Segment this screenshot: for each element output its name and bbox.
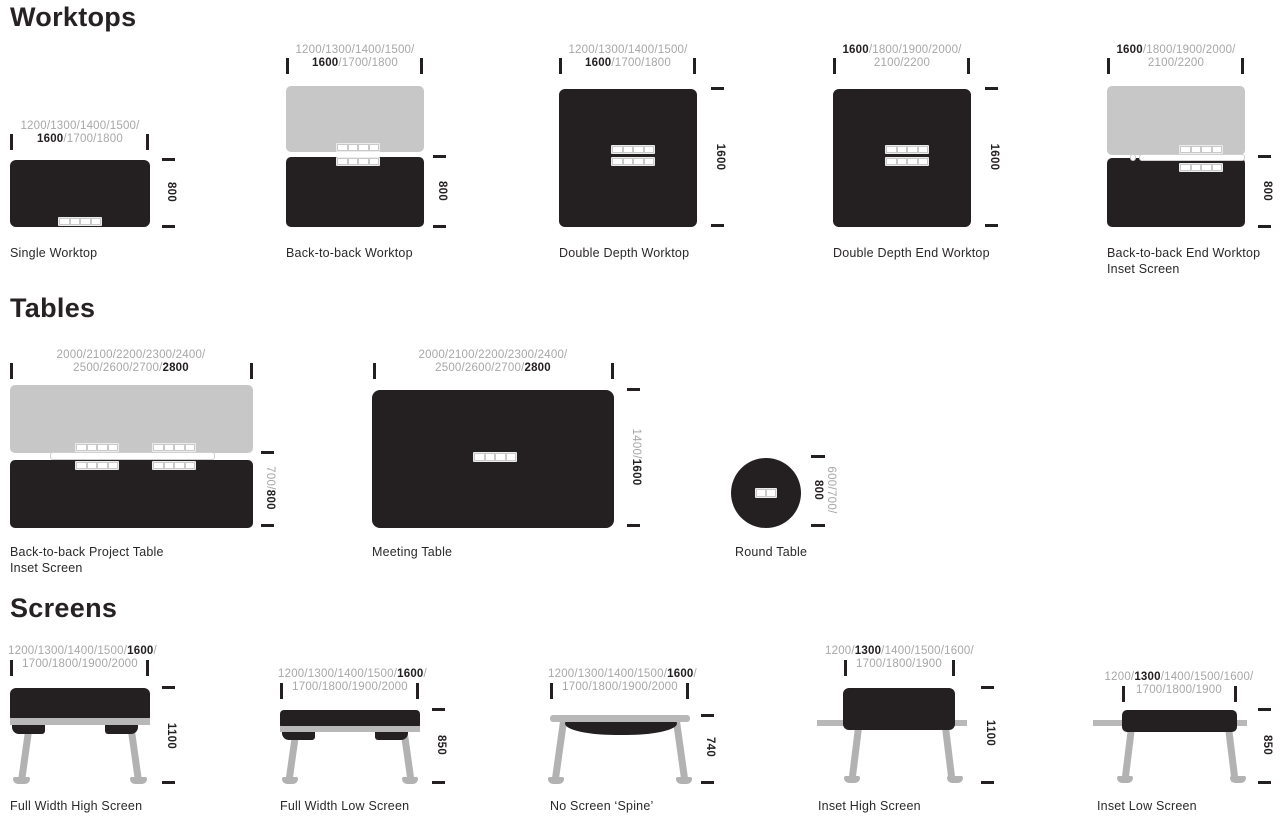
spine-cable-tray (565, 721, 677, 735)
diagram-caption-line2: Inset Screen (1107, 262, 1180, 276)
section-title-tables: Tables (10, 293, 96, 323)
height-dimension-label: 1100 (165, 722, 177, 750)
worktop-shape (833, 89, 971, 227)
dimension-dash (811, 455, 825, 458)
height-dimension-label: 800 (436, 180, 448, 202)
diagram-caption: Double Depth End Worktop (833, 246, 990, 260)
diagram-caption: Round Table (735, 545, 808, 559)
cable-port-group (336, 143, 380, 152)
width-dimension-label: 2000/2100/2200/2300/2400/ 2500/2600/2700/2800 (418, 349, 568, 374)
desk-foot (130, 777, 147, 784)
dimension-tick (10, 660, 13, 676)
dimension-dash (811, 524, 825, 527)
width-dimension-label: 1200/1300/1400/1500/1600/ 1700/1800/1900/2000 (8, 645, 157, 670)
diagram-caption: Meeting Table (372, 545, 453, 559)
dimension-tick (550, 683, 553, 699)
desk-foot (548, 777, 564, 784)
cable-port-group (75, 443, 119, 452)
screen-shape (10, 688, 150, 719)
dimension-tick (373, 363, 376, 379)
section-title-worktops: Worktops (10, 2, 137, 32)
height-dimension-label: 1600 (714, 143, 726, 171)
table-shape-front (10, 460, 253, 528)
height-dimension-label: 740 (704, 736, 716, 758)
dimension-tick (1107, 58, 1110, 74)
width-dimension-label: 1200/1300/1400/1500/ 1600/1700/1800 (20, 120, 140, 145)
dimension-tick (416, 683, 419, 699)
desk-foot (1117, 776, 1133, 783)
diagram-caption-line2: Inset Screen (10, 561, 83, 575)
dimension-tick (286, 58, 289, 74)
width-dimension-label: 1600/1800/1900/2000/ 2100/2200 (1116, 44, 1236, 69)
diagram-caption: Back-to-back End Worktop (1107, 246, 1261, 260)
desk-leg (1122, 725, 1136, 779)
cable-port-group (152, 461, 196, 470)
height-dimension-label: 600/700/ 800 (812, 466, 837, 514)
dimension-tick (693, 58, 696, 74)
height-dimension-label: 850 (435, 734, 447, 756)
cable-port-group (473, 452, 517, 462)
dimension-dash (711, 87, 724, 90)
worktop-shape (559, 89, 697, 227)
table-shape-back (10, 385, 253, 453)
diagram-caption: Back-to-back Project Table (10, 545, 164, 559)
dimension-tick (146, 660, 149, 676)
desk-leg (552, 721, 567, 779)
diagram-caption: No Screen ‘Spine’ (550, 799, 654, 813)
worktop-shape-back (1107, 86, 1245, 155)
section-title-screens: Screens (10, 593, 118, 623)
dimension-tick (559, 58, 562, 74)
desk-foot (676, 777, 692, 784)
frame-bracket (375, 732, 408, 740)
desk-foot (402, 777, 418, 784)
dimension-tick (1122, 686, 1125, 702)
height-dimension-label: 800 (165, 181, 177, 203)
dimension-tick (967, 58, 970, 74)
dimension-dash (162, 686, 175, 689)
cable-port-group (1179, 163, 1223, 172)
inset-screen-bar (50, 452, 215, 460)
cable-port-group (885, 157, 929, 166)
cable-port-group (611, 157, 655, 166)
dimension-dash (711, 224, 724, 227)
dimension-dash (985, 87, 998, 90)
cable-port-group (58, 217, 102, 226)
cable-port-group (885, 145, 929, 154)
dimension-tick (844, 660, 847, 676)
dimension-tick (10, 363, 13, 379)
dimension-tick (280, 683, 283, 699)
diagram-caption: Inset High Screen (818, 799, 921, 813)
screen-shape (843, 688, 955, 730)
dimension-dash (162, 781, 175, 784)
cable-port-group (75, 461, 119, 470)
dimension-dash (627, 388, 640, 391)
width-dimension-label: 1200/1300/1400/1500/1600/ 1700/1800/1900 (1104, 671, 1254, 696)
cable-port-group (336, 157, 380, 166)
dimension-tick (833, 58, 836, 74)
diagram-caption: Back-to-back Worktop (286, 246, 413, 260)
desk-foot (282, 777, 298, 784)
diagram-caption: Single Worktop (10, 246, 98, 260)
worktop-shape (10, 160, 150, 227)
height-dimension-label: 1600 (988, 143, 1000, 171)
worktop-shape-front (1107, 158, 1245, 227)
diagram-caption: Inset Low Screen (1097, 799, 1197, 813)
table-shape (372, 390, 614, 528)
width-dimension-label: 2000/2100/2200/2300/2400/ 2500/2600/2700/2800 (56, 349, 206, 374)
desk-foot (1230, 776, 1246, 783)
desk-leg (673, 721, 688, 779)
inset-screen-bar (1139, 154, 1245, 161)
height-dimension-label: 1100 (984, 719, 996, 747)
desk-foot (13, 777, 30, 784)
dimension-dash (627, 524, 640, 527)
worktop-edge (550, 715, 690, 722)
dimension-tick (146, 134, 149, 150)
width-dimension-label: 1200/1300/1400/1500/ 1600/1700/1800 (295, 44, 415, 69)
width-dimension-label: 1600/1800/1900/2000/ 2100/2200 (842, 44, 962, 69)
screen-shape (1122, 710, 1237, 732)
dimension-tick (1241, 58, 1244, 74)
desk-foot (844, 776, 860, 783)
dimension-dash (981, 686, 994, 689)
dimension-dash (981, 781, 994, 784)
dimension-tick (250, 363, 253, 379)
diagram-caption: Full Width Low Screen (280, 799, 410, 813)
diagram-caption: Full Width High Screen (10, 799, 143, 813)
desk-leg (942, 725, 956, 779)
screen-shape (280, 710, 420, 727)
dimension-tick (420, 58, 423, 74)
width-dimension-label: 1200/1300/1400/1500/1600/ 1700/1800/1900/2000 (278, 668, 427, 693)
dimension-tick (1234, 686, 1237, 702)
dimension-tick (10, 134, 13, 150)
inset-screen-end-cap (1130, 154, 1136, 161)
desk-leg (849, 725, 863, 779)
worktop-shape-front (286, 157, 424, 227)
table-shape (731, 458, 801, 528)
desk-foot (947, 776, 963, 783)
dimension-tick (686, 683, 689, 699)
desk-leg (1225, 725, 1239, 779)
frame-bracket (105, 725, 138, 734)
cable-port-group (152, 443, 196, 452)
cable-port-group (611, 145, 655, 154)
width-dimension-label: 1200/1300/1400/1500/ 1600/1700/1800 (568, 44, 688, 69)
diagram-caption: Double Depth Worktop (559, 246, 690, 260)
dimension-tick (611, 363, 614, 379)
height-dimension-label: 800 (1261, 180, 1273, 202)
width-dimension-label: 1200/1300/1400/1500/1600/ 1700/1800/1900/2000 (548, 668, 697, 693)
dimension-dash (985, 224, 998, 227)
frame-bracket (282, 732, 315, 740)
height-dimension-label: 850 (1261, 734, 1273, 756)
height-dimension-label: 700/800 (264, 466, 276, 510)
width-dimension-label: 1200/1300/1400/1500/1600/ 1700/1800/1900 (825, 645, 974, 670)
cable-port-group (1179, 145, 1223, 154)
frame-bracket (12, 725, 45, 734)
worktop-edge (10, 718, 150, 725)
height-dimension-label: 1400/1600 (630, 428, 642, 486)
dimension-tick (952, 660, 955, 676)
cable-port-group (755, 488, 777, 498)
